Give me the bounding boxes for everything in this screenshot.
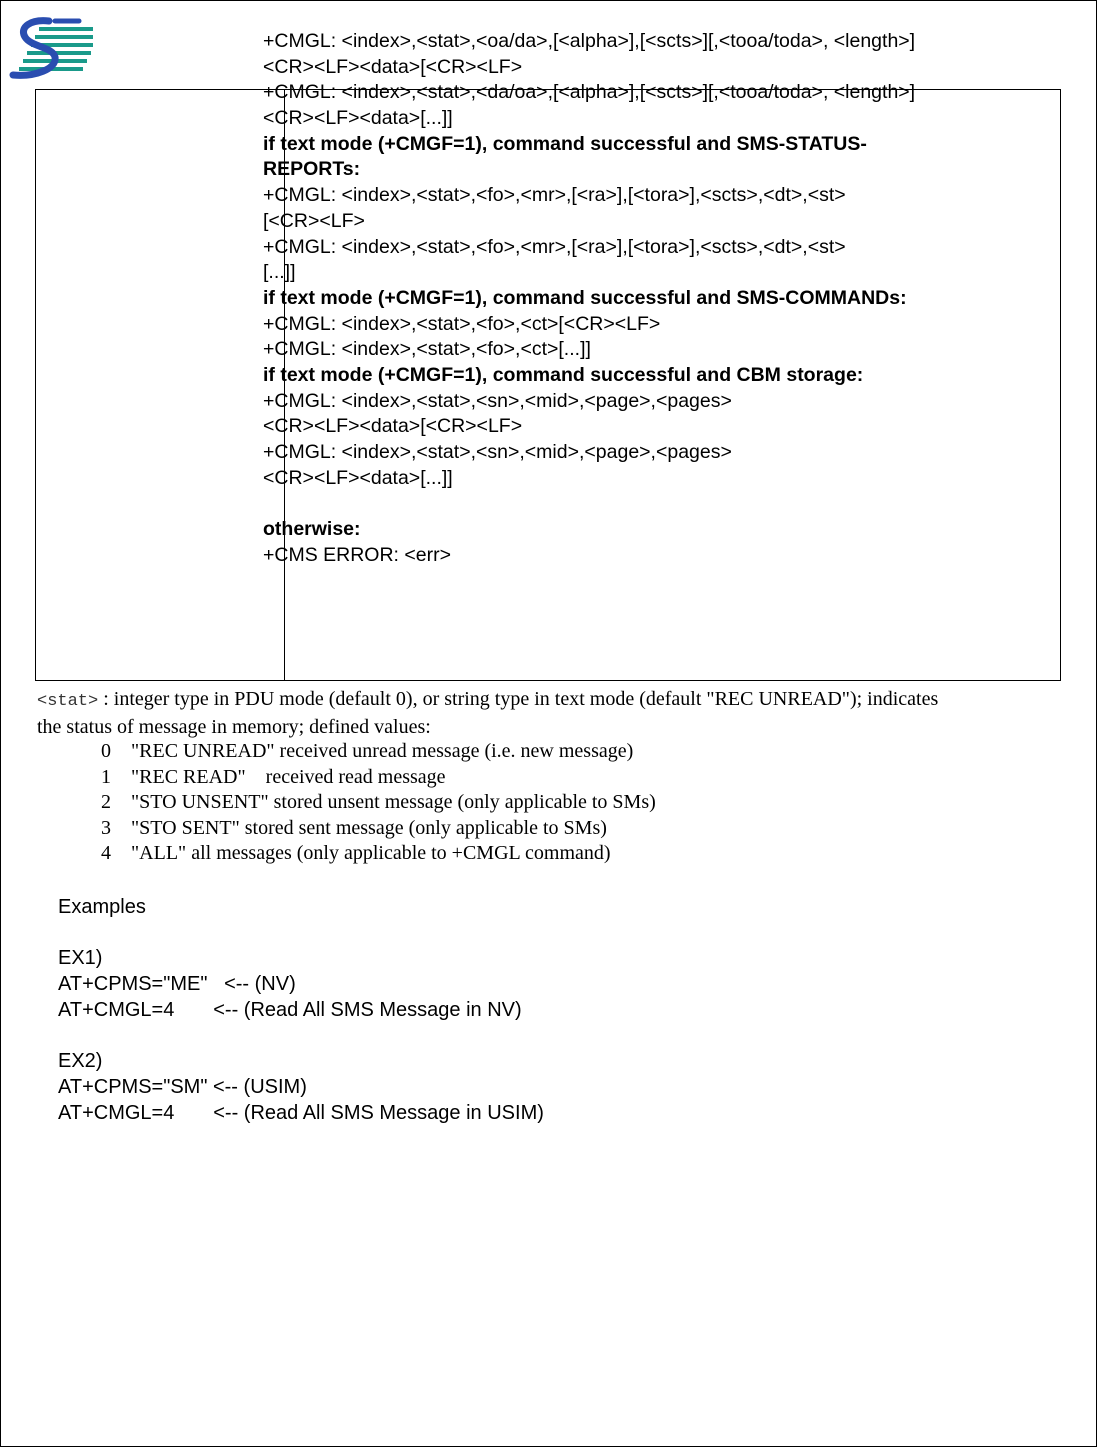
- stat-values-list: [101, 739, 656, 867]
- response-line: +CMGL: <index>,<stat>,<sn>,<mid>,<page>,<pages>: [263, 389, 732, 412]
- blank-line: [263, 491, 1023, 517]
- response-line: <CR><LF><data>[...]]: [263, 466, 453, 489]
- stat-value-row: [101, 765, 656, 791]
- ex2-line-2: AT+CMGL=4 <-- (Read All SMS Message in USIM): [58, 1101, 544, 1124]
- stat-desc-text: : integer type in PDU mode (default 0), or string type in text mode (default "REC UNREAD"); indicates: [98, 688, 939, 710]
- stat-value-number: 1: [101, 765, 111, 788]
- stat-value-row: [101, 790, 656, 816]
- response-line: +CMGL: <index>,<stat>,<fo>,<mr>,[<ra>],[<tora>],<scts>,<dt>,<st>: [263, 184, 846, 207]
- response-line: [<CR><LF>: [263, 209, 365, 232]
- response-line: if text mode (+CMGF=1), command successful and SMS-STATUS-: [263, 132, 867, 155]
- stat-value-text: "STO SENT" stored sent message (only applicable to SMs): [131, 816, 607, 839]
- company-logo-icon: [9, 17, 95, 83]
- stat-value-text: "REC UNREAD" received unread message (i.e. new message): [131, 740, 634, 762]
- ex1-line-2: AT+CMGL=4 <-- (Read All SMS Message in NV): [58, 998, 522, 1021]
- stat-desc-line-2: the status of message in memory; defined values:: [37, 715, 431, 738]
- stat-value-number: 3: [101, 816, 111, 839]
- blank-line: [58, 1023, 544, 1049]
- stat-value-row: [101, 841, 656, 867]
- response-line: +CMGL: <index>,<stat>,<fo>,<ct>[...]]: [263, 338, 591, 361]
- stat-parameter-description: [37, 687, 1077, 740]
- stat-value-number: 2: [101, 791, 111, 814]
- ex1-title: EX1): [58, 947, 103, 970]
- stat-value-number: 0: [101, 740, 111, 762]
- ex2-title: EX2): [58, 1050, 103, 1073]
- stat-value-row: [101, 739, 656, 765]
- response-line: REPORTs:: [263, 158, 361, 181]
- stat-value-text: "REC READ" received read message: [131, 765, 446, 788]
- response-line: [...]]: [263, 261, 296, 284]
- stat-value-text: "ALL" all messages (only applicable to +CMGL command): [131, 842, 611, 865]
- response-line: otherwise:: [263, 518, 361, 541]
- examples-section: [58, 895, 544, 1126]
- examples-heading: Examples: [58, 896, 146, 918]
- ex1-line-1: AT+CPMS="ME" <-- (NV): [58, 973, 296, 996]
- response-line: +CMGL: <index>,<stat>,<oa/da>,[<alpha>],[<scts>][,<tooa/toda>, <length>]: [263, 30, 916, 52]
- response-line: <CR><LF><data>[<CR><LF>: [263, 55, 523, 78]
- stat-value-text: "STO UNSENT" stored unsent message (only applicable to SMs): [131, 791, 656, 814]
- response-line: +CMGL: <index>,<stat>,<sn>,<mid>,<page>,<pages>: [263, 441, 732, 463]
- response-line: <CR><LF><data>[<CR><LF>: [263, 415, 523, 438]
- stat-value-number: 4: [101, 842, 111, 865]
- stat-desc-line-1: [37, 687, 1077, 715]
- response-line: +CMS ERROR: <err>: [263, 543, 452, 566]
- response-line: +CMGL: <index>,<stat>,<fo>,<mr>,[<ra>],[<tora>],<scts>,<dt>,<st>: [263, 235, 846, 258]
- blank-line: [58, 921, 544, 947]
- response-line: if text mode (+CMGF=1), command successful and SMS-COMMANDs:: [263, 286, 907, 309]
- response-line: +CMGL: <index>,<stat>,<da/oa>,[<alpha>],[<scts>][,<tooa/toda>, <length>]: [263, 81, 916, 104]
- ex2-line-1: AT+CPMS="SM" <-- (USIM): [58, 1075, 307, 1098]
- response-syntax: [263, 29, 1023, 568]
- response-line: if text mode (+CMGF=1), command successful and CBM storage:: [263, 363, 864, 386]
- stat-param-name: <stat>: [37, 692, 99, 711]
- response-line: <CR><LF><data>[...]]: [263, 107, 453, 130]
- response-line: +CMGL: <index>,<stat>,<fo>,<ct>[<CR><LF>: [263, 312, 661, 335]
- stat-value-row: [101, 816, 656, 842]
